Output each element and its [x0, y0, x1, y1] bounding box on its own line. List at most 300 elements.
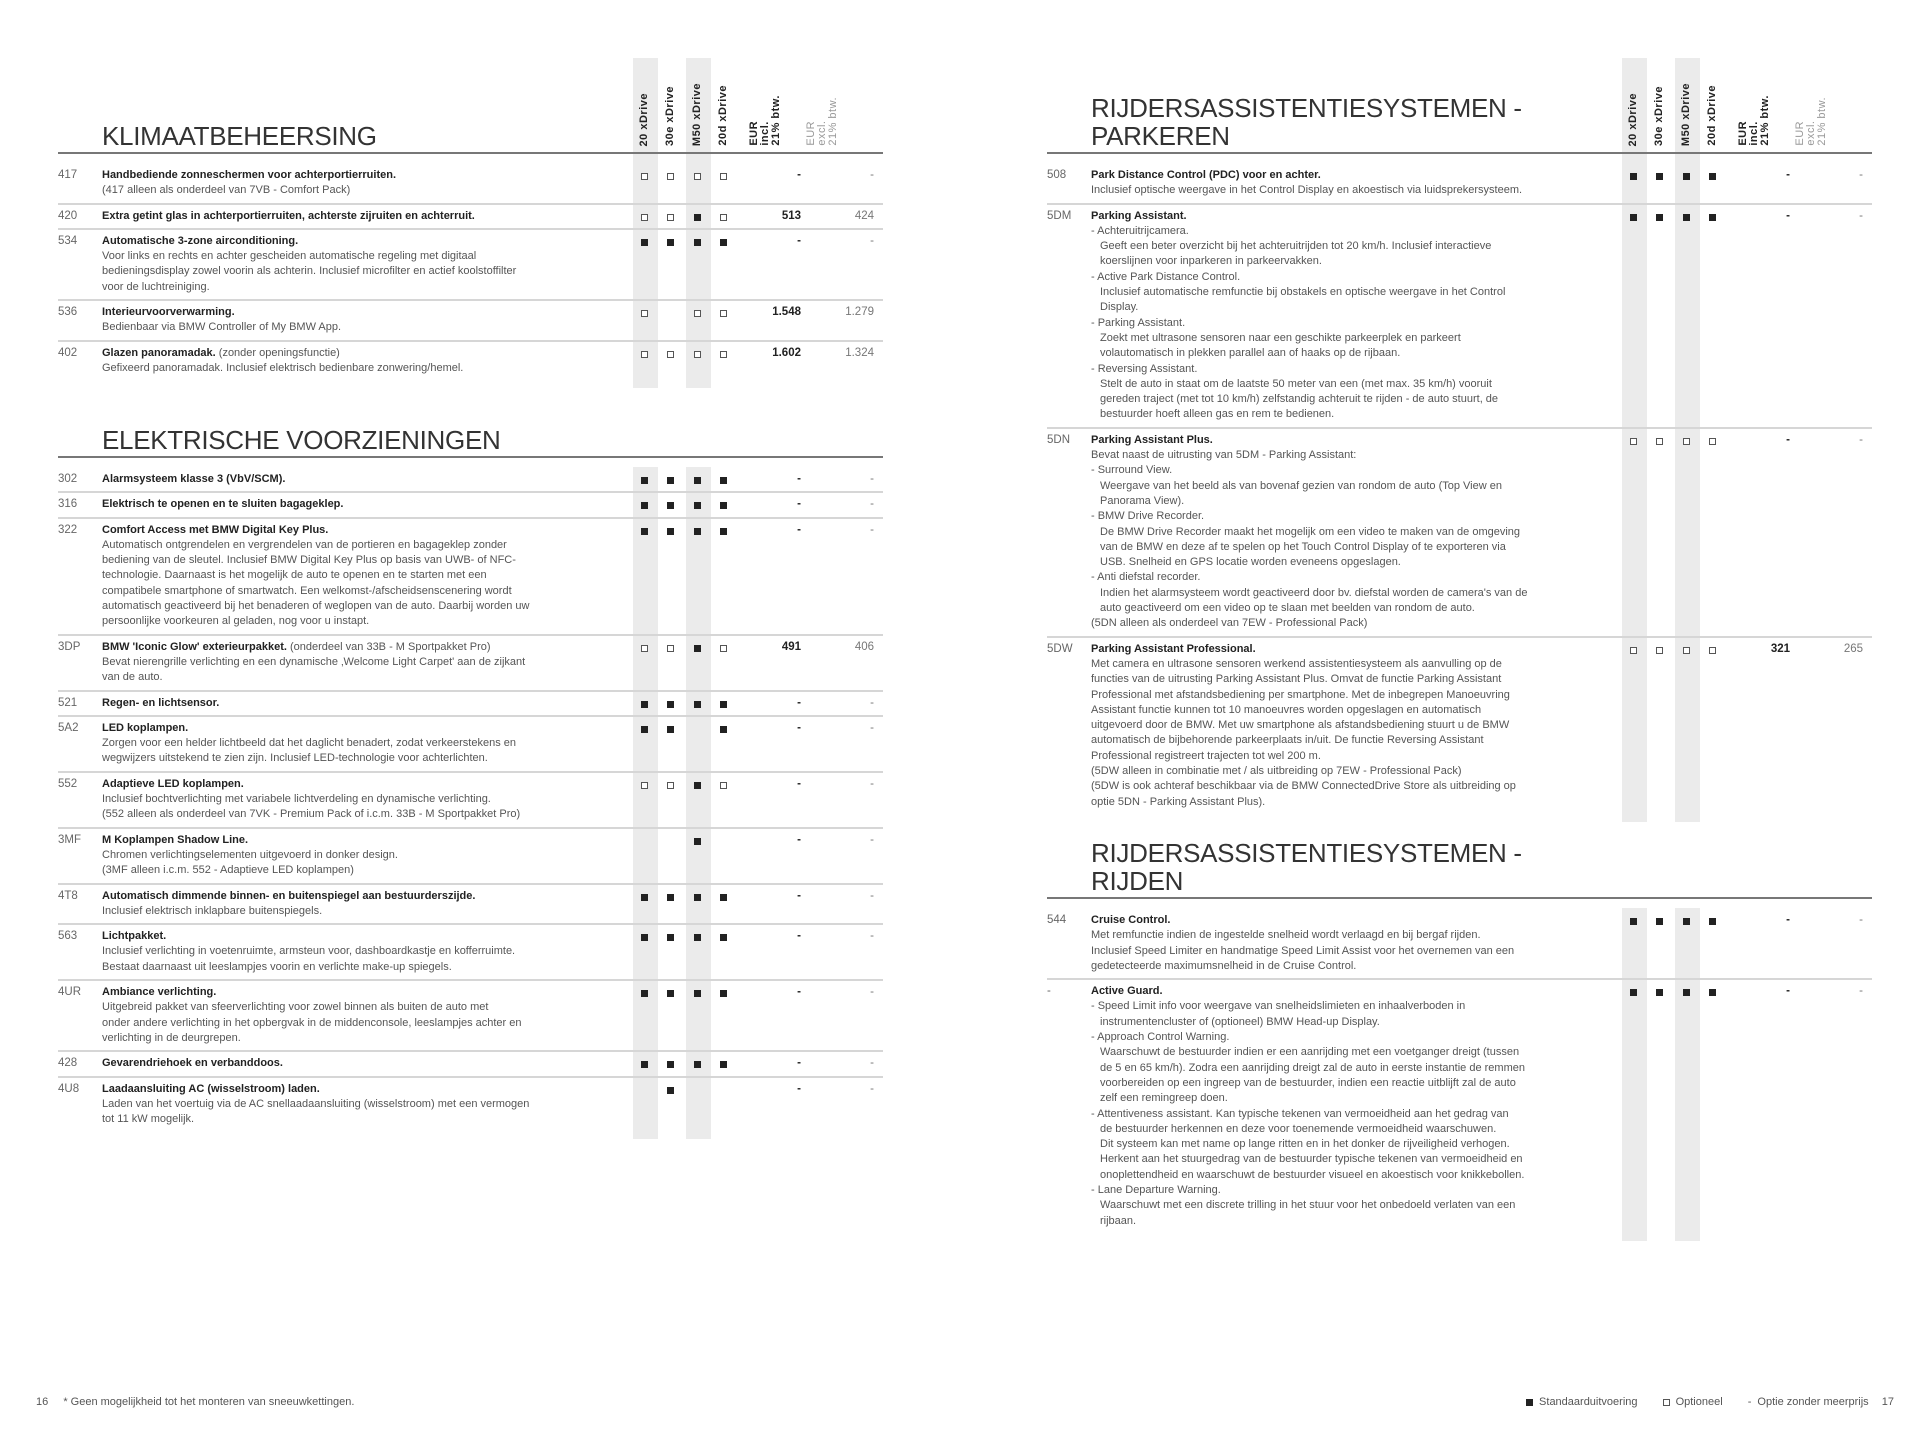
price-incl-vat: - — [1786, 985, 1790, 998]
description-line: Assistant functie kunnen tot 10 manoeuvres worden opgeslagen en automatisch — [1091, 703, 1482, 716]
option-description — [1091, 168, 1611, 199]
description-line: de 5 en 65 km/h). Zodra een aanrijding dreigt zal de auto in eerste instantie de remmen — [1100, 1061, 1525, 1074]
option-title: BMW 'Iconic Glow' exterieurpakket. — [102, 640, 287, 653]
section-heading — [102, 122, 377, 150]
option-description — [102, 833, 622, 879]
column-header: 30e xDrive — [664, 85, 676, 146]
price-excl-vat: - — [870, 498, 874, 511]
section-header — [58, 410, 883, 458]
standard-mark-icon — [667, 528, 674, 535]
option-code: 5DM — [1047, 209, 1072, 222]
description-line: verlichting in de deurgrepen. — [102, 1031, 241, 1044]
price-excl-vat: - — [870, 1057, 874, 1070]
description-line: USB. Snelheid en GPS locatie worden eveneens opgeslagen. — [1100, 556, 1401, 569]
description-line: (5DN alleen als onderdeel van 7EW - Professional Pack) — [1091, 617, 1368, 630]
option-code: 508 — [1047, 169, 1067, 181]
price-excl-vat: - — [870, 523, 874, 536]
option-description — [102, 1082, 622, 1128]
price-incl-vat: - — [797, 234, 801, 247]
price-incl-vat: - — [797, 1082, 801, 1095]
standard-mark-icon — [694, 528, 701, 535]
description-line: Gefixeerd panoramadak. Inclusief elektrisch bedienbare zonwering/hemel. — [102, 361, 464, 374]
option-title-line — [102, 721, 622, 736]
section-heading — [1091, 94, 1522, 150]
price-excl-vat: - — [870, 986, 874, 999]
description-line: Zoekt met ultrasone sensoren naar een geschikte parkeerplek en parkeert — [1100, 331, 1461, 344]
description-line: - Attentiveness assistant. Kan typische tekenen van vermoeidheid aan het gedrag van — [1091, 1107, 1509, 1120]
description-line: voor de luchtreiniging. — [102, 280, 210, 293]
option-title-line — [102, 234, 622, 249]
description-line: Herkent aan het stuurgedrag van de bestuurder typische tekenen van vermoeidheid en — [1100, 1153, 1523, 1166]
description-line: Zorgen voor een helder lichtbeeld dat het daglicht benadert, zodat verkeerstekens en — [102, 737, 516, 750]
section-heading — [102, 426, 500, 454]
description-line: Met camera en ultrasone sensoren werkend assistentiesysteem als aanvulling op de — [1091, 657, 1502, 670]
optional-mark-icon — [641, 351, 648, 358]
optional-mark-icon — [641, 782, 648, 789]
column-header: M50 xDrive — [691, 82, 703, 146]
page-number-right: 17 — [1881, 1396, 1894, 1408]
price-excl-vat: - — [870, 930, 874, 943]
option-title-line — [1091, 913, 1611, 928]
column-header: M50 xDrive — [1680, 82, 1692, 146]
optional-mark-icon — [667, 214, 674, 221]
price-incl-vat: - — [1786, 209, 1790, 222]
standard-mark-icon — [641, 502, 648, 509]
option-title: LED koplampen. — [102, 721, 189, 734]
option-code: 417 — [58, 169, 78, 181]
option-row — [58, 164, 883, 205]
standard-mark-icon — [641, 990, 648, 997]
optional-mark-icon — [667, 782, 674, 789]
option-title: Glazen panoramadak. — [102, 346, 216, 359]
optional-mark-icon — [641, 214, 648, 221]
description-line: Geeft een beter overzicht bij het achteruitrijden tot 20 km/h. Inclusief interactieve — [1100, 240, 1492, 253]
option-code: 534 — [58, 234, 78, 247]
price-incl-vat: - — [1786, 433, 1790, 446]
description-line: Professional met afstandsbediening per smartphone. Met de inbegrepen Manoeuvring — [1091, 688, 1510, 701]
description-line: Display. — [1100, 301, 1139, 314]
standard-mark-icon — [694, 934, 701, 941]
optional-mark-icon — [694, 351, 701, 358]
description-line: tot 11 kW mogelijk. — [102, 1113, 195, 1126]
option-title: Extra getint glas in achterportierruiten, achterste zijruiten en achterruit. — [102, 209, 475, 222]
price-incl-vat: - — [797, 523, 801, 536]
price-excl-vat: 265 — [1843, 642, 1863, 655]
option-description — [102, 1056, 622, 1071]
optional-mark-icon — [1656, 438, 1663, 445]
description-line: - Speed Limit info voor weergave van snelheidslimieten en inhaalverboden in — [1091, 1000, 1466, 1013]
standard-mark-icon — [1709, 918, 1716, 925]
price-excl-vat: - — [1859, 433, 1863, 446]
price-excl-vat: 406 — [854, 640, 874, 653]
hollow-square-icon — [1663, 1399, 1670, 1406]
standard-mark-icon — [667, 502, 674, 509]
footer-left — [36, 1396, 354, 1408]
optional-mark-icon — [1630, 438, 1637, 445]
option-title-note: (onderdeel van 33B - M Sportpakket Pro) — [286, 640, 491, 653]
standard-mark-icon — [667, 726, 674, 733]
optional-mark-icon — [641, 173, 648, 180]
section-header — [58, 58, 883, 154]
price-incl-vat: 491 — [781, 640, 801, 653]
section-sec-r1 — [1047, 58, 1872, 822]
description-line: Waarschuwt de bestuurder indien er een aanrijding met een voetganger dreigt (tussen — [1100, 1046, 1520, 1059]
option-title-line — [102, 346, 622, 361]
description-line: Dit systeem kan met name op lange ritten en in het donker de rijveiligheid verhogen. — [1100, 1138, 1510, 1151]
description-line: gereden traject (met tot 10 km/h) zelfstandig achteruit te rijden - de auto stuurt, de — [1100, 393, 1499, 406]
option-row — [58, 636, 883, 692]
option-code: 5DW — [1047, 642, 1073, 655]
description-line: De BMW Drive Recorder maakt het mogelijk om een video te maken van de omgeving — [1100, 525, 1521, 538]
standard-mark-icon — [694, 645, 701, 652]
description-line: voorbereiden op een ingreep van de bestuurder, indien een reactie uitblijft zal de auto — [1100, 1076, 1516, 1089]
price-excl-vat: - — [870, 696, 874, 709]
description-line: Inclusief automatische remfunctie bij obstakels en optische weergave in het Control — [1100, 286, 1506, 299]
option-description — [1091, 642, 1611, 810]
standard-mark-icon — [720, 239, 727, 246]
option-title-line — [1091, 433, 1611, 448]
option-row — [58, 342, 883, 381]
price-excl-vat: - — [1859, 209, 1863, 222]
description-line: automatisch de bijbehorende parkeerplaats in/uit. De functie Reversing Assistant — [1091, 734, 1484, 747]
standard-mark-icon — [1709, 214, 1716, 221]
price-incl-vat: 513 — [781, 209, 801, 222]
option-code: 536 — [58, 306, 78, 319]
standard-mark-icon — [1683, 989, 1690, 996]
standard-mark-icon — [1656, 214, 1663, 221]
option-title-line — [102, 696, 622, 711]
option-row — [1047, 638, 1872, 814]
option-code: 4UR — [58, 986, 82, 999]
price-incl-vat: - — [797, 777, 801, 790]
option-title-line — [102, 777, 622, 792]
option-row — [1047, 164, 1872, 205]
standard-mark-icon — [694, 214, 701, 221]
price-excl-vat: 1.279 — [845, 306, 874, 319]
option-rows — [58, 458, 883, 1131]
option-code: 521 — [58, 696, 78, 709]
description-line: optie 5DN - Parking Assistant Plus). — [1091, 795, 1266, 808]
option-code: 5A2 — [58, 721, 79, 734]
option-title: Regen- en lichtsensor. — [102, 696, 220, 709]
standard-mark-icon — [720, 726, 727, 733]
column-header: EUR incl. 21% btw. — [748, 95, 782, 146]
option-description — [102, 209, 622, 224]
optional-mark-icon — [1683, 438, 1690, 445]
description-line: wegwijzers uitstekend te zien zijn. Inclusief LED-technologie voor achterlichten. — [102, 752, 488, 765]
price-incl-vat: - — [797, 696, 801, 709]
option-title-line — [102, 1082, 622, 1097]
option-description — [102, 305, 622, 336]
standard-mark-icon — [1630, 214, 1637, 221]
option-description — [102, 889, 622, 920]
description-line: Voor links en rechts en achter gescheiden automatische regeling met digitaal — [102, 250, 477, 263]
description-line: Indien het alarmsysteem wordt geactiveerd door bv. diefstal worden de camera's van de — [1100, 586, 1528, 599]
optional-mark-icon — [720, 351, 727, 358]
price-excl-vat: - — [1859, 914, 1863, 926]
description-line: - Anti diefstal recorder. — [1091, 571, 1201, 584]
option-code: 316 — [58, 498, 78, 511]
option-title: Adaptieve LED koplampen. — [102, 777, 244, 790]
standard-mark-icon — [641, 934, 648, 941]
option-description — [1091, 433, 1611, 632]
option-code: 3DP — [58, 640, 81, 653]
section-heading — [1091, 839, 1522, 895]
description-line: Inclusief verlichting in voetenruimte, armsteun voor, dashboardkastje en kofferruimte. — [102, 945, 516, 958]
legend — [1526, 1396, 1894, 1408]
section-sec-l1 — [58, 58, 883, 388]
option-code: 552 — [58, 777, 78, 790]
option-row — [58, 205, 883, 230]
description-line: instrumentencluster of (optioneel) BMW Head-up Display. — [1100, 1015, 1380, 1028]
description-line: (417 alleen als onderdeel van 7VB - Comfort Pack) — [102, 184, 351, 197]
option-title: Handbediende zonneschermen voor achterportierruiten. — [102, 169, 397, 181]
option-title: Laadaansluiting AC (wisselstroom) laden. — [102, 1082, 320, 1095]
description-line: auto geactiveerd om een video op te slaan met beelden van rondom de auto. — [1100, 602, 1475, 615]
option-title: Alarmsysteem klasse 3 (VbV/SCM). — [102, 473, 286, 485]
section-header — [1047, 820, 1872, 899]
optional-mark-icon — [720, 782, 727, 789]
price-excl-vat: - — [870, 721, 874, 734]
legend-standard: Standaarduitvoering — [1526, 1396, 1637, 1408]
optional-mark-icon — [720, 214, 727, 221]
section-sec-r2 — [1047, 820, 1872, 1241]
option-title-line — [102, 209, 622, 224]
option-description — [102, 985, 622, 1046]
option-code: 5DN — [1047, 433, 1071, 446]
option-title-line — [102, 640, 622, 655]
standard-mark-icon — [1683, 918, 1690, 925]
price-incl-vat: - — [797, 473, 801, 485]
option-title: Parking Assistant. — [1091, 209, 1187, 222]
column-header: 20d xDrive — [1706, 85, 1718, 146]
description-line: rijbaan. — [1100, 1214, 1137, 1227]
price-incl-vat: - — [797, 986, 801, 999]
option-title: Gevarendriehoek en verbanddoos. — [102, 1057, 283, 1070]
price-incl-vat: - — [797, 930, 801, 943]
description-line: de bestuurder herkennen en deze voor toenemende vermoeidheid waarschuwen. — [1100, 1122, 1497, 1135]
standard-mark-icon — [720, 701, 727, 708]
standard-mark-icon — [720, 528, 727, 535]
standard-mark-icon — [1656, 918, 1663, 925]
price-incl-vat: 321 — [1770, 642, 1790, 655]
page-number-left: 16 — [36, 1396, 49, 1408]
description-line: persoonlijke voorkeuren al geladen, nog voor u instapt. — [102, 615, 370, 628]
price-excl-vat: - — [870, 777, 874, 790]
option-row — [58, 925, 883, 981]
price-excl-vat: - — [870, 889, 874, 902]
description-line: compatibele smartphone of smartwatch. Een welkomst-/afscheidsenscenering wordt — [102, 584, 512, 597]
option-row — [58, 301, 883, 342]
description-line: Bevat naast de uitrusting van 5DM - Parking Assistant: — [1091, 449, 1357, 462]
price-excl-vat: 424 — [854, 209, 874, 222]
price-excl-vat: 1.324 — [845, 346, 874, 359]
option-title: Parking Assistant Professional. — [1091, 642, 1256, 655]
option-title: Park Distance Control (PDC) voor en achter. — [1091, 169, 1321, 181]
legend-optional: Optioneel — [1663, 1396, 1723, 1408]
description-line: - Achteruitrijcamera. — [1091, 224, 1189, 237]
price-excl-vat: - — [1859, 169, 1863, 181]
optional-mark-icon — [1630, 647, 1637, 654]
description-line: Laden van het voertuig via de AC snellaadaansluiting (wisselstroom) met een vermogen — [102, 1097, 530, 1110]
option-row — [58, 1078, 883, 1132]
option-title-line — [102, 168, 622, 183]
heading-line: RIJDEN — [1091, 866, 1184, 896]
description-line: Bestaat daarnaast uit leeslampjes voorin en verlichte make-up spiegels. — [102, 960, 452, 973]
option-row — [1047, 909, 1872, 980]
option-row — [58, 1052, 883, 1077]
option-description — [102, 640, 622, 686]
description-line: Weergave van het beeld als van bovenaf gezien van rondom de auto (Top View en — [1100, 479, 1502, 492]
price-incl-vat: - — [797, 721, 801, 734]
description-line: Inclusief optische weergave in het Control Display en akoestisch via luidsprekersysteem. — [1091, 184, 1523, 197]
description-line: - Reversing Assistant. — [1091, 362, 1198, 375]
description-line: Inclusief Speed Limiter en handmatige Speed Limit Assist voor het overnemen van een — [1091, 944, 1515, 957]
option-description — [1091, 209, 1611, 423]
option-title-line — [102, 497, 622, 512]
description-line: van de BMW en deze af te spelen op het Touch Control Display of te exporteren via — [1100, 540, 1506, 553]
option-code: 428 — [58, 1057, 78, 1070]
price-excl-vat: - — [870, 234, 874, 247]
standard-mark-icon — [667, 1087, 674, 1094]
price-incl-vat: - — [1786, 914, 1790, 926]
price-excl-vat: - — [870, 833, 874, 846]
option-row — [58, 519, 883, 636]
price-excl-vat: - — [870, 169, 874, 181]
column-header: 20 xDrive — [1627, 92, 1639, 146]
description-line: bediening van de sleutel. Inclusief BMW Digital Key Plus op basis van UWB- of NFC- — [102, 554, 516, 567]
column-header: EUR excl. 21% btw. — [805, 97, 839, 146]
option-title: Elektrisch te openen en te sluiten bagageklep. — [102, 498, 344, 511]
standard-mark-icon — [641, 894, 648, 901]
option-row — [58, 885, 883, 926]
description-line: Inclusief elektrisch inklapbare buitenspiegels. — [102, 904, 323, 917]
optional-mark-icon — [641, 310, 648, 317]
standard-mark-icon — [720, 1061, 727, 1068]
description-line: onoplettendheid en waarschuwt de bestuurder visueel en akoestisch voor knikkebollen. — [1100, 1168, 1525, 1181]
option-title-line — [1091, 209, 1611, 224]
option-title: Automatisch dimmende binnen- en buitenspiegel aan bestuurderszijde. — [102, 889, 476, 902]
description-line: - BMW Drive Recorder. — [1091, 510, 1205, 523]
option-rows — [58, 154, 883, 380]
description-line: Met remfunctie indien de ingestelde snelheid wordt verlaagd en bij bergaf rijden. — [1091, 929, 1481, 942]
standard-mark-icon — [667, 934, 674, 941]
description-line: Professional registreert trajecten tot wel 200 m. — [1091, 749, 1321, 762]
description-line: - Parking Assistant. — [1091, 316, 1186, 329]
option-row — [58, 829, 883, 885]
standard-mark-icon — [694, 1061, 701, 1068]
option-title-line — [102, 472, 622, 487]
section-sec-l2 — [58, 410, 883, 1139]
standard-mark-icon — [667, 239, 674, 246]
option-title-line — [1091, 642, 1611, 657]
optional-mark-icon — [694, 310, 701, 317]
standard-mark-icon — [694, 990, 701, 997]
standard-mark-icon — [720, 502, 727, 509]
option-title-line — [1091, 984, 1611, 999]
legend-no-surcharge: - Optie zonder meerprijs — [1747, 1396, 1869, 1408]
option-code: 4U8 — [58, 1082, 80, 1095]
description-line: zelf een remingreep doen. — [1100, 1092, 1228, 1105]
option-description — [102, 168, 622, 199]
option-row — [1047, 205, 1872, 429]
description-line: Uitgebreid pakket van sfeerverlichting voor zowel binnen als buiten de auto met — [102, 1001, 489, 1014]
standard-mark-icon — [667, 477, 674, 484]
optional-mark-icon — [641, 645, 648, 652]
standard-mark-icon — [1683, 214, 1690, 221]
option-title-line — [102, 1056, 622, 1071]
standard-mark-icon — [667, 894, 674, 901]
description-line: (5DW is ook achteraf beschikbaar via de BMW ConnectedDrive Store als uitbreiding op — [1091, 780, 1516, 793]
description-line: Waarschuwt met een discrete trilling in het stuur voor het onbedoeld verlaten van een — [1100, 1199, 1516, 1212]
option-row — [58, 717, 883, 773]
option-title-line — [1091, 168, 1611, 183]
option-description — [102, 777, 622, 823]
price-incl-vat: - — [797, 169, 801, 181]
description-line: bedieningsdisplay zowel voorin als achterin. Inclusief microfilter en actief koolstoffilter — [102, 265, 517, 278]
standard-mark-icon — [1656, 173, 1663, 180]
option-title-line — [102, 929, 622, 944]
price-excl-vat: - — [1859, 985, 1863, 998]
standard-mark-icon — [641, 477, 648, 484]
standard-mark-icon — [1709, 989, 1716, 996]
description-line: Inclusief bochtverlichting met variabele lichtverdeling en dynamische verlichting. — [102, 793, 491, 806]
option-description — [102, 234, 622, 295]
description-line: - Approach Control Warning. — [1091, 1031, 1230, 1044]
description-line: Stelt de auto in staat om de laatste 50 meter van een (met max. 35 km/h) vooruit — [1100, 377, 1492, 390]
standard-mark-icon — [641, 726, 648, 733]
standard-mark-icon — [720, 990, 727, 997]
description-line: Automatisch ontgrendelen en vergrendelen van de portieren en bagageklep zonder — [102, 538, 507, 551]
option-description — [102, 929, 622, 975]
standard-mark-icon — [667, 1061, 674, 1068]
description-line: Panorama View). — [1100, 494, 1185, 507]
option-title: Cruise Control. — [1091, 914, 1171, 926]
option-title: Active Guard. — [1091, 985, 1163, 998]
option-code: 420 — [58, 209, 78, 222]
optional-mark-icon — [667, 351, 674, 358]
option-row — [58, 692, 883, 717]
section-header — [1047, 58, 1872, 154]
option-code: 4T8 — [58, 889, 78, 902]
price-incl-vat: - — [797, 889, 801, 902]
heading-line: RIJDERSASSISTENTIESYSTEMEN - — [1091, 838, 1522, 868]
option-row — [1047, 980, 1872, 1233]
option-description — [102, 523, 622, 630]
option-code: 544 — [1047, 914, 1067, 926]
description-line: (552 alleen als onderdeel van 7VK - Premium Pack of i.c.m. 33B - M Sportpakket Pro) — [102, 808, 521, 821]
option-title-line — [102, 523, 622, 538]
heading-line: KLIMAATBEHEERSING — [102, 121, 377, 151]
price-incl-vat: - — [797, 498, 801, 511]
description-line: (5DW alleen in combinatie met / als uitbreiding op 7EW - Professional Pack) — [1091, 764, 1462, 777]
standard-mark-icon — [667, 701, 674, 708]
description-line: bestuurder hoeft alleen gas en rem te bedienen. — [1100, 408, 1335, 421]
option-title-line — [102, 833, 622, 848]
description-line: onder andere verlichting in het opbergvak in de middenconsole, leeslampjes achter en — [102, 1016, 522, 1029]
option-code: 402 — [58, 346, 78, 359]
option-code: - — [1047, 985, 1051, 998]
filled-square-icon — [1526, 1399, 1533, 1406]
standard-mark-icon — [641, 528, 648, 535]
description-line: gedetecteerde maximumsnelheid in de Cruise Control. — [1091, 959, 1357, 972]
column-header: 20d xDrive — [717, 85, 729, 146]
option-title: Parking Assistant Plus. — [1091, 433, 1213, 446]
option-description — [102, 721, 622, 767]
description-line: Bevat nierengrille verlichting en een dynamische ‚Welcome Light Carpet' aan de zijkant — [102, 655, 526, 668]
standard-mark-icon — [1630, 989, 1637, 996]
price-incl-vat: - — [797, 1057, 801, 1070]
